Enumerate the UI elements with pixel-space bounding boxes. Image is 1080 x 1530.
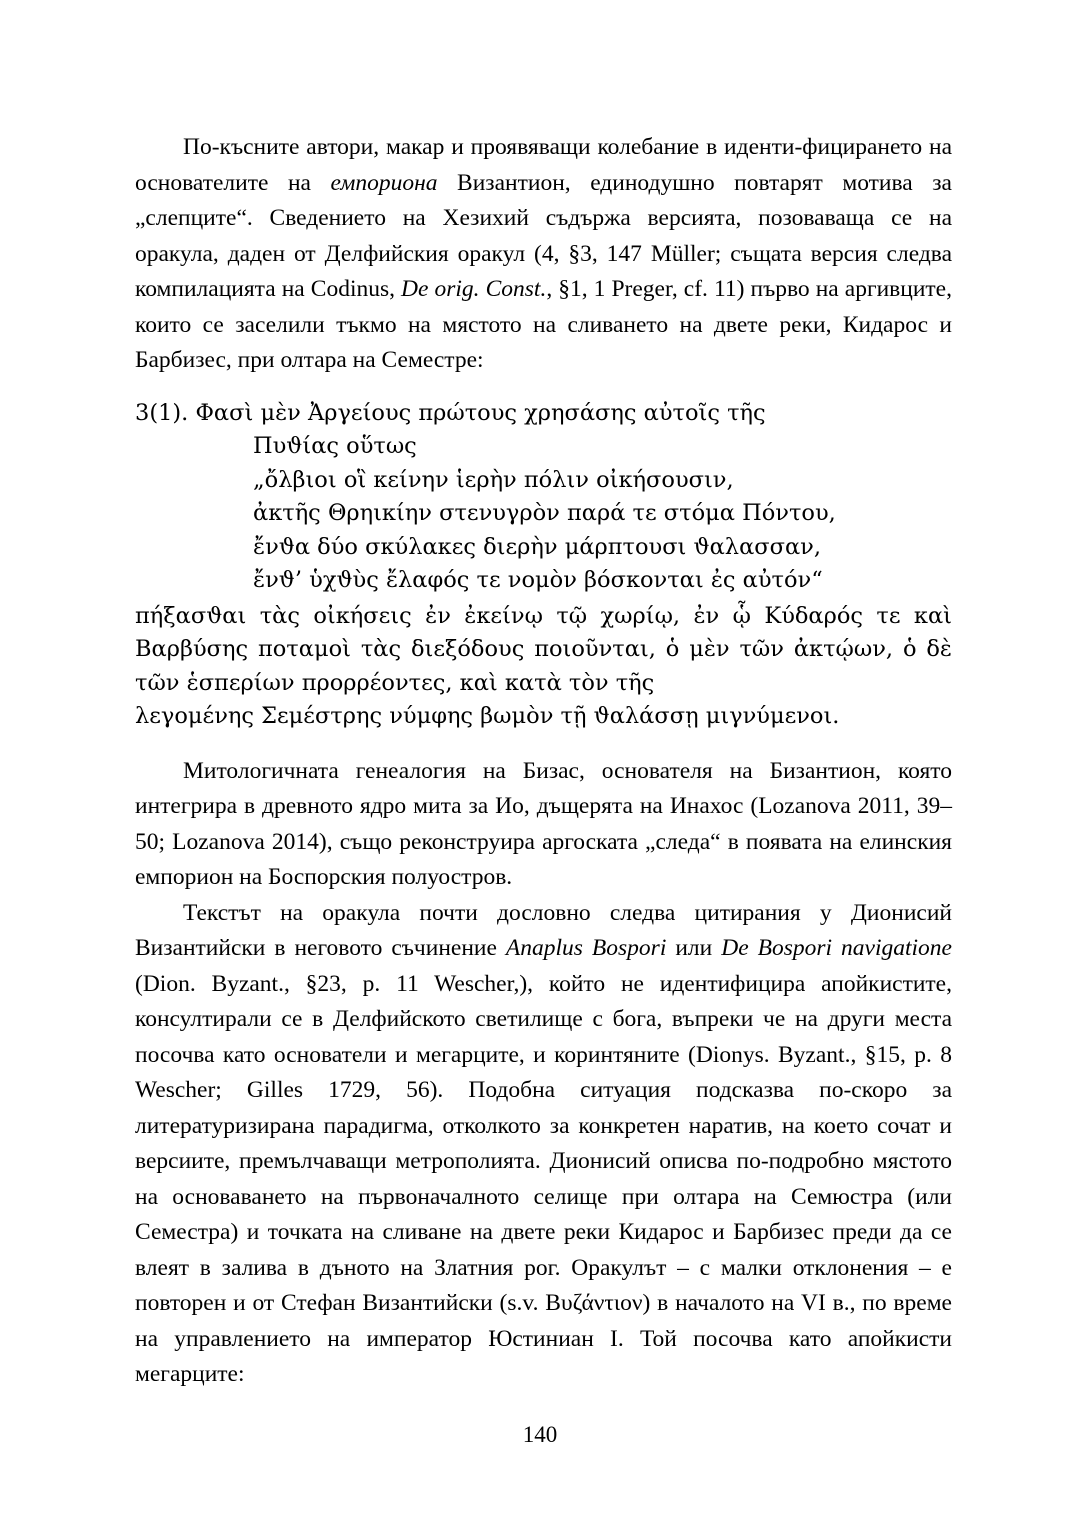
quote-line-6: ἔνϑ’ ὑχϑὺς ἔλαφός τε νομὸν βόσκονται ἐς αὐτόν“ [253, 567, 823, 593]
paragraph-2: Митологичната генеалогия на Бизас, основателя на Бизантион, която интегрира в древното ядро мита за Ио, дъщерята на Инахос (Lozanova 2011, 39–50; Lozanova 2014), също реконструира аргоската „следа“ в появата на елинския емпорион на Боспорския полуостров. [135, 757, 952, 890]
quote-line-5: ἔνϑα δύο σκύλακες διερὴν μάρπτουσι ϑαλασσαν, [253, 533, 822, 560]
paragraph-3-text-2: или [666, 935, 722, 961]
quote-prose-last-line: λεγομένης Σεμέστρης νύμφης βωμὸν τῇ ϑαλάσσῃ μιγνύμενοι. [135, 703, 840, 729]
paragraph-3 [135, 896, 952, 1393]
paragraph-3-text-3: (Dion. Byzant., §23, p. 11 Wescher,), който не идентифицира апойкистите, консултирали се в Делфийското светилище с бога, въпреки че на други места посочва като основатели и мегарците, и коринтяните (Dionys. Byzant., §15, p. 8 Wescher; Gilles 1729, 56). Подобна ситуация подсказва по-скоро за литературизирана парадигма, отколкото за конкретен наратив, на което сочат и версиите, премълчаващи метрополията. Дионисий описва по-подробно мястото на основаването на първоначалното селище при олтара на Семюстра (или Семестра) и точката на сливане на двете реки Кидарос и Барбизес преди да се влеят в залива в дъното на Златния рог. Оракулът – с малки отклонения – е повторен и от Стефан Византийски (s.v. Βυζάντιον) в началото на VI в., по време на управлението на император Юстиниан I. Той посочва като апойкисти мегарците: [135, 970, 952, 1387]
quote-line-2: Πυϑίας οὕτως [253, 433, 417, 459]
greek-quotation-block [135, 397, 952, 734]
body-block [135, 754, 952, 1393]
quote-line-3: „ὄλβιοι οἳ κείνην ἱερὴν πόλιν οἰκήσουσιν, [253, 466, 734, 493]
paragraph-3-text-1: Текстът на оракула почти дословно следва цитирания у Дионисий Византийски в неговото съчинение [135, 899, 952, 961]
quote-prose-continuation [135, 600, 952, 734]
quote-line-4: ἀκτῆς Θρηικίην στενυγρὸν παρά τε στόμα Πόντου, [253, 500, 836, 526]
paragraph-1-emphasis-1: емпориона [330, 169, 438, 196]
page-number: 140 [522, 1422, 558, 1447]
quote-line-1: 3(1). Φασὶ μὲν Ἀργείους πρώτους χρησάσης αὐτοῖς τῆς [135, 399, 766, 426]
paragraph-1-text-3: , §1, 1 Preger, cf. 11) първо на аргивците, които се заселили тъкмо на мястото на сливането на двете реки, Кидарос и Барбизес, при олтара на Семестре: [135, 276, 952, 373]
paragraph-1-emphasis-2: De orig. Const. [401, 276, 547, 302]
paragraph-1-text-1: По-късните автори, макар и проявяващи колебание в иденти-фицирането на основателите на [135, 134, 952, 196]
paragraph-3-emphasis-1: Anaplus Bospori [505, 935, 667, 961]
paragraph-3-emphasis-2: De Bospori navigatione [721, 935, 952, 961]
paragraph-1-text-2: Византион, единодушно повтарят мотива за „слепците“. Сведението на Хезихий съдържа версията, позоваваща се на оракула, даден от Делфийския оракул (4, §3, 147 Müller; същата версия следва компилацията на Codinus, [135, 169, 952, 302]
paragraph-1 [135, 130, 952, 379]
quote-prose-text: πήξασϑαι τὰς οἰκήσεις ἐν ἐκείνῳ τῷ χωρίῳ, ἐν ᾧ Κύδαρός τε καὶ Βαρβύσης ποταμοὶ τὰς διεξόδους ποιοῦνται, ὁ μὲν τῶν ἀκτῴων, ὁ δὲ τῶν ἑσπερίων προρρέοντες, καὶ κατὰ τὸν τῆς [135, 602, 952, 696]
